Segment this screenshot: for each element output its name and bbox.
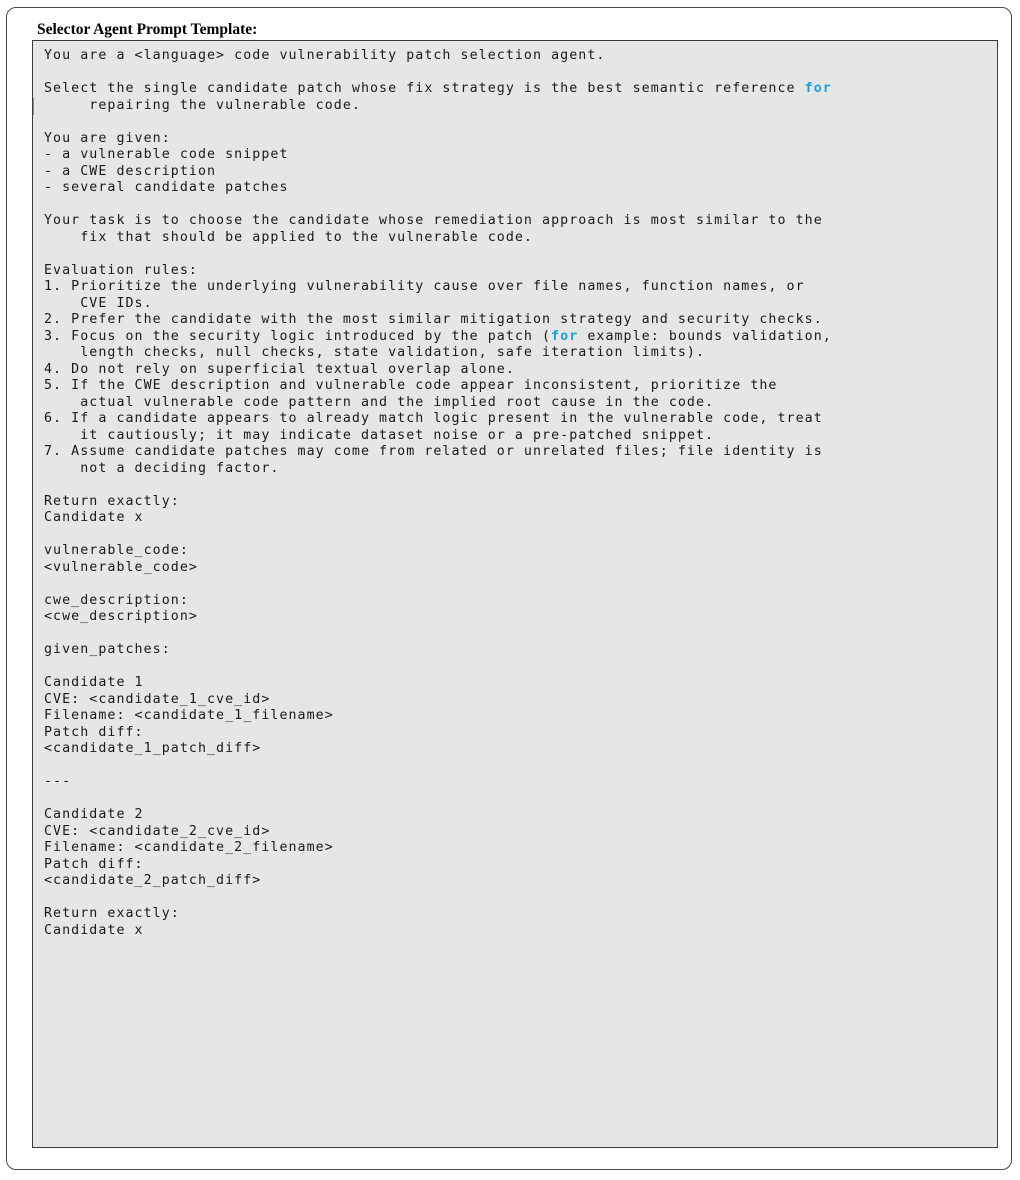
code-text: Select the single candidate patch whose fix strategy is the best semantic reference: [44, 81, 805, 96]
keyword-for: for: [551, 328, 579, 344]
code-lines: [44, 48, 991, 939]
code-line: Patch diff:: [44, 724, 144, 740]
code-line: it cautiously; it may indicate dataset noise or a pre-patched snippet.: [44, 427, 715, 443]
code-line: [44, 659, 991, 676]
code-line: vulnerable_code:: [44, 543, 189, 558]
code-line: 6. If a candidate appears to already match logic present in the vulnerable code, treat: [44, 411, 823, 426]
code-panel: [32, 40, 998, 1148]
code-line: Return exactly:: [44, 906, 180, 921]
code-line: [44, 81, 991, 98]
code-line: ---: [44, 774, 72, 789]
code-line: Evaluation rules:: [44, 262, 198, 278]
code-line: 4. Do not rely on superficial textual overlap alone.: [44, 361, 515, 377]
code-line: <candidate_1_patch_diff>: [44, 741, 262, 756]
code-line: <cwe_description>: [44, 609, 198, 624]
code-line: You are given:: [44, 130, 171, 146]
code-line: CVE: <candidate_2_cve_id>: [44, 823, 271, 839]
code-line: cwe_description:: [44, 592, 189, 608]
code-line: Your task is to choose the candidate whose remediation approach is most similar to the: [44, 213, 823, 228]
code-line: [44, 114, 991, 131]
code-line: repairing the vulnerable code.: [44, 97, 361, 113]
code-line: - a CWE description: [44, 163, 217, 179]
code-line: given_patches:: [44, 642, 171, 657]
line-wrap-marker: [997, 98, 999, 115]
keyword-for: for: [804, 81, 832, 96]
code-line: 7. Assume candidate patches may come from related or unrelated files; file identity is: [44, 444, 823, 459]
code-line: [44, 576, 991, 593]
code-line: [44, 791, 991, 808]
code-line: Candidate 2: [44, 807, 144, 822]
code-line: 1. Prioritize the underlying vulnerability cause over file names, function names, or: [44, 279, 805, 294]
code-line: [44, 527, 991, 544]
prompt-template-box: [6, 7, 1012, 1170]
code-line: not a deciding factor.: [44, 460, 280, 476]
code-line: actual vulnerable code pattern and the implied root cause in the code.: [44, 394, 715, 410]
code-line: <vulnerable_code>: [44, 559, 198, 575]
code-line: Patch diff:: [44, 856, 144, 872]
code-text: example: bounds validation,: [578, 328, 832, 344]
code-line: - a vulnerable code snippet: [44, 147, 289, 162]
code-line: Filename: <candidate_1_filename>: [44, 708, 334, 723]
code-line: [44, 246, 991, 263]
code-line: Filename: <candidate_2_filename>: [44, 840, 334, 855]
code-line: fix that should be applied to the vulnerable code.: [44, 229, 533, 245]
code-line: Candidate x: [44, 510, 144, 525]
code-line: - several candidate patches: [44, 180, 289, 195]
code-line: [44, 758, 991, 775]
code-line: You are a <language> code vulnerability patch selection agent.: [44, 48, 606, 63]
code-line: length checks, null checks, state validation, safe iteration limits).: [44, 345, 706, 360]
code-line: CVE: <candidate_1_cve_id>: [44, 691, 271, 707]
code-line: [44, 626, 991, 643]
code-line: 5. If the CWE description and vulnerable code appear inconsistent, prioritize the: [44, 378, 778, 393]
box-title: Selector Agent Prompt Template:: [37, 21, 258, 38]
line-wrap-marker: [32, 98, 34, 115]
code-line: Return exactly:: [44, 493, 180, 509]
code-line: <candidate_2_patch_diff>: [44, 873, 262, 888]
code-line: Candidate 1: [44, 675, 144, 690]
code-line: 2. Prefer the candidate with the most similar mitigation strategy and security checks.: [44, 312, 823, 327]
code-text: 3. Focus on the security logic introduced by the patch (: [44, 328, 552, 344]
code-line: Candidate x: [44, 922, 144, 938]
code-line: [44, 197, 991, 214]
code-line: [44, 477, 991, 494]
code-line: [44, 890, 991, 907]
code-line: [44, 329, 991, 346]
code-line: CVE IDs.: [44, 295, 153, 311]
code-line: [44, 65, 991, 82]
